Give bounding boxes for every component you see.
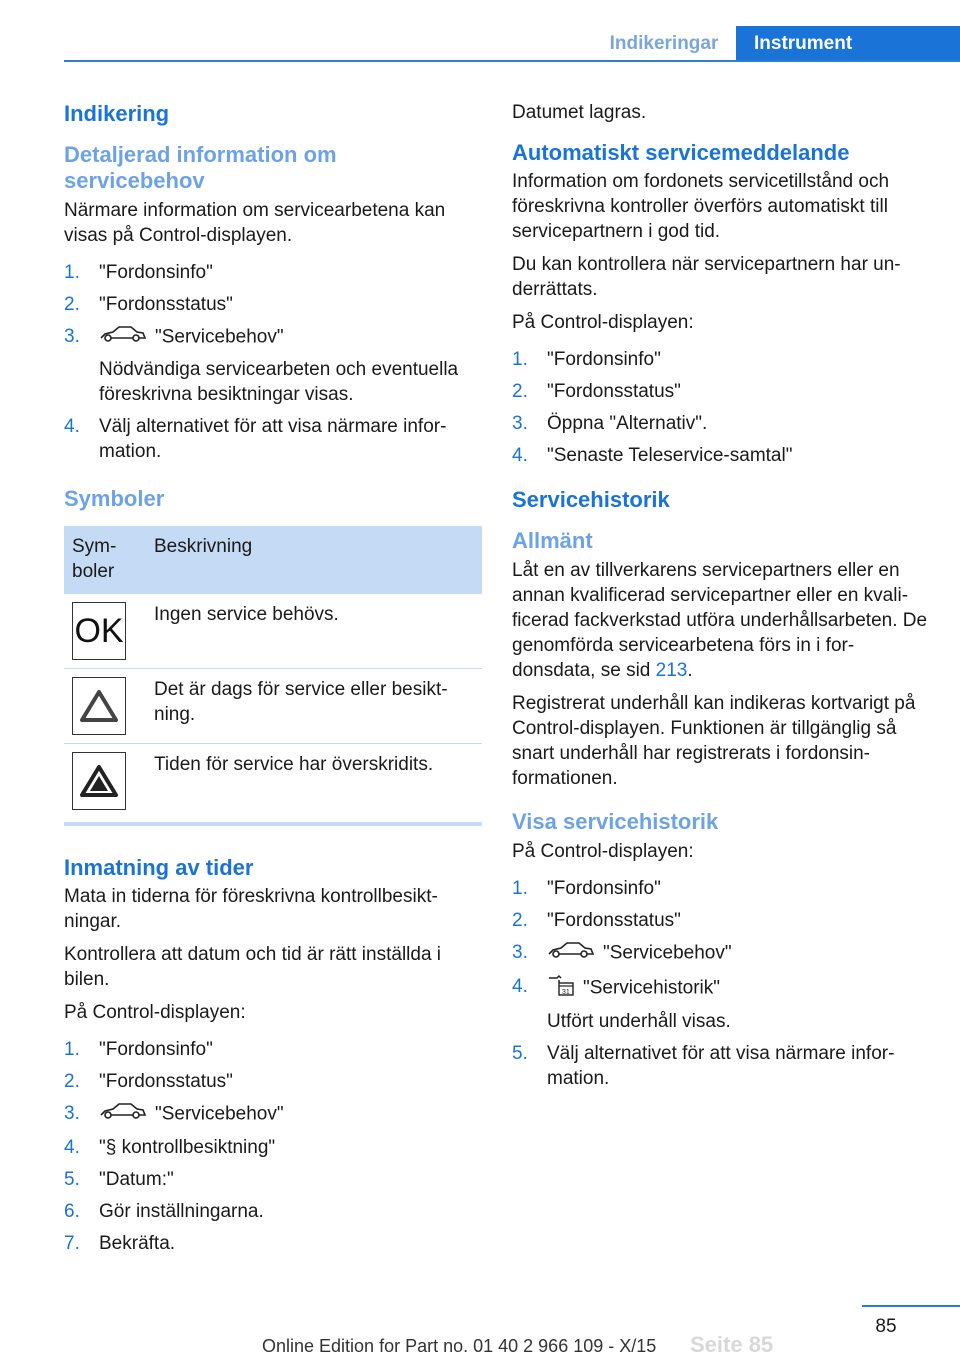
header-rule — [64, 60, 960, 62]
heading-indikering: Indikering — [64, 101, 170, 126]
paragraph: Du kan kontrollera när servicepartnern har un-derrättats. — [512, 254, 901, 300]
step-note: Utfört underhåll visas. — [547, 1011, 731, 1032]
paragraph: Låt en av tillverkarens servicepartners eller en annan kvalificerad servicepartner eller en kvali-ficerad fackverkstad utföra underhållsarbeten. De genomförda servicearbetena förs in i for-donsdata, se sid 213. — [512, 560, 928, 681]
edition-text: Online Edition for Part no. 01 40 2 966 109 - X/15 — [262, 1336, 657, 1356]
list-item: 1. "Fordonsinfo" — [64, 1039, 213, 1060]
step-note: Nödvändiga servicearbeten och eventuella föreskrivna besiktningar visas. — [99, 359, 459, 405]
list-item: 1. "Fordonsinfo" — [512, 878, 661, 899]
paragraph: Kontrollera att datum och tid är rätt inställda i bilen. — [64, 944, 442, 990]
right-column — [512, 100, 930, 1099]
paragraph: På Control-displayen: — [64, 1002, 246, 1023]
car-service-icon — [99, 324, 147, 351]
left-column — [64, 100, 482, 1264]
footer-rule — [862, 1305, 960, 1307]
chapter-tab: Instrument — [736, 26, 960, 62]
paragraph: Registrerat underhåll kan indikeras kortvarigt på Control-displayen. Funktionen är tillgänglig så snart underhåll har registrerats i fordonsin-formationen. — [512, 693, 916, 789]
heading-visa: Visa servicehistorik — [512, 809, 719, 834]
car-service-icon — [547, 940, 595, 967]
list-item: 2. "Fordonsstatus" — [512, 381, 681, 402]
table-row — [64, 744, 482, 819]
list-item: 4. "Senaste Teleservice-samtal" — [512, 445, 793, 466]
intro-paragraph: Närmare information om servicearbetena kan visas på Control-displayen. — [64, 200, 446, 246]
list-item: 2. "Fordonsstatus" — [512, 910, 681, 931]
page-number: 85 — [875, 1316, 897, 1337]
service-history-icon — [547, 974, 575, 1003]
list-item: 2. "Fordonsstatus" — [64, 294, 233, 315]
heading-symboler: Symboler — [64, 486, 165, 511]
table-row — [64, 594, 482, 669]
steps-list-2 — [64, 1037, 482, 1256]
heading-inmatning: Inmatning av tider — [64, 855, 254, 880]
steps-list-3 — [512, 347, 930, 468]
paragraph: Information om fordonets servicetillstånd och föreskrivna kontroller överförs automatiskt till servicepartnern i god tid. — [512, 171, 890, 242]
list-item: 4. 31 "Servicehistorik" Utfört underhåll visas. — [512, 974, 930, 1034]
list-item: 3. "Servicebehov" Nödvändiga servicearbeten och eventuella föreskrivna besiktningar visas. — [64, 324, 482, 407]
list-item: 3. "Servicebehov" — [64, 1101, 482, 1128]
list-item: 6. Gör inställningarna. — [64, 1201, 264, 1222]
list-item: 3. Öppna "Alternativ". — [512, 413, 708, 434]
warning-triangle-icon — [72, 677, 126, 735]
steps-list-1 — [64, 260, 482, 464]
section-title: Indikeringar — [609, 33, 719, 54]
table-cell: Det är dags för service eller besikt-ning. — [146, 669, 482, 744]
list-item: 3. "Servicebehov" — [512, 940, 930, 967]
table-header-description: Beskrivning — [146, 526, 482, 594]
svg-text:31: 31 — [562, 989, 570, 996]
paragraph: Mata in tiderna för föreskrivna kontrollbesikt-ningar. — [64, 886, 438, 932]
steps-list-4 — [512, 876, 930, 1091]
heading-detaljerad: Detaljerad information om servicebehov — [64, 142, 337, 193]
list-item: 4. Välj alternativet för att visa närmare infor-mation. — [64, 416, 447, 462]
paragraph: Datumet lagras. — [512, 102, 647, 123]
page-link[interactable]: 213 — [655, 660, 688, 681]
list-item: 7. Bekräfta. — [64, 1233, 176, 1254]
heading-servicehistorik: Servicehistorik — [512, 487, 670, 512]
heading-allmant: Allmänt — [512, 528, 593, 553]
list-item: 2. "Fordonsstatus" — [64, 1071, 233, 1092]
heading-auto: Automatiskt servicemeddelande — [512, 140, 850, 165]
list-item: 4. "§ kontrollbesiktning" — [64, 1137, 276, 1158]
list-item: 5. "Datum:" — [64, 1169, 174, 1190]
table-header-symbols: Sym-boler — [64, 526, 146, 594]
car-service-icon — [99, 1101, 147, 1128]
table-row — [64, 669, 482, 744]
symbol-table — [64, 526, 482, 818]
table-cell: Ingen service behövs. — [146, 594, 482, 669]
warning-triangle-filled-icon — [72, 752, 126, 810]
list-item: 5. Välj alternativet för att visa närmare infor-mation. — [512, 1043, 895, 1089]
table-end-rule — [64, 822, 482, 826]
paragraph: På Control-displayen: — [512, 312, 694, 333]
ok-symbol-icon: OK — [72, 602, 126, 660]
list-item: 1. "Fordonsinfo" — [512, 349, 661, 370]
watermark: Seite 85 — [690, 1332, 774, 1357]
paragraph: På Control-displayen: — [512, 841, 694, 862]
list-item: 1. "Fordonsinfo" — [64, 262, 213, 283]
table-cell: Tiden för service har överskridits. — [154, 754, 434, 775]
